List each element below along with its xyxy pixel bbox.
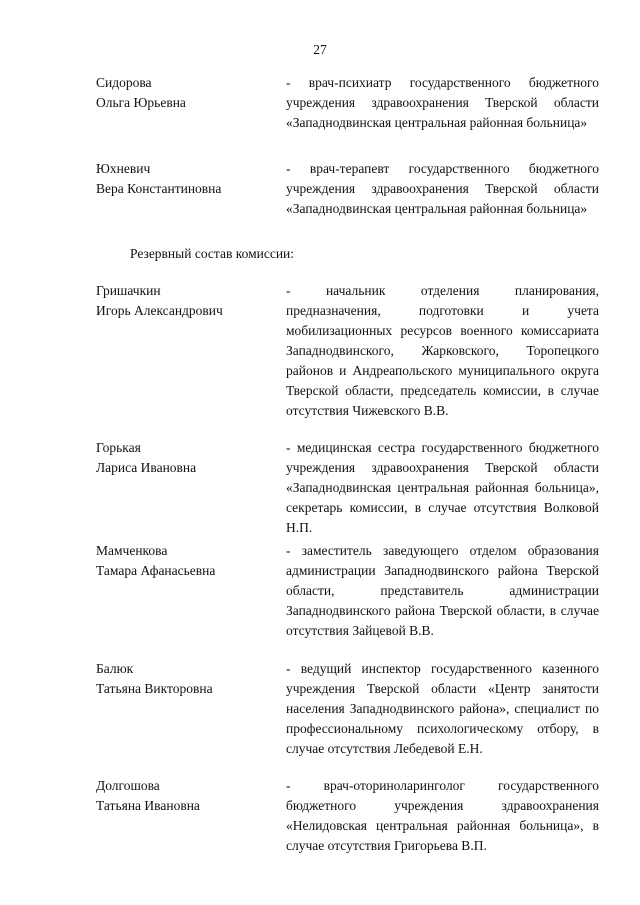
member-surname: Долгошова: [96, 778, 160, 793]
member-name: [96, 73, 276, 113]
member-given-names: Татьяна Ивановна: [96, 798, 200, 813]
reserve-heading: Резервный состав комиссии:: [130, 246, 295, 261]
member-name: [96, 776, 276, 816]
member-role: - ведущий инспектор государственного казенного учреждения Тверской области «Центр занятости населения Западнодвинского района», специалист по профессиональному психологическому отбору, в случае отсутствия Лебедевой Е.Н.: [286, 661, 599, 756]
member-given-names: Татьяна Викторовна: [96, 681, 213, 696]
member-name: [96, 659, 276, 699]
member-surname: Гришачкин: [96, 283, 161, 298]
member-surname: Балюк: [96, 661, 134, 676]
page-number: 27: [313, 42, 327, 57]
member-role: - медицинская сестра государственного бюджетного учреждения здравоохранения Тверской области «Западнодвинская центральная районная больница», секретарь комиссии, в случае отсутствия Волковой Н.П.: [286, 440, 599, 535]
member-name: [96, 159, 276, 199]
member-name: [96, 541, 276, 581]
member-surname: Горькая: [96, 440, 141, 455]
member-role: - врач-психиатр государственного бюджетного учреждения здравоохранения Тверской области «Западнодвинская центральная районная больница»: [286, 75, 599, 130]
member-surname: Юхневич: [96, 161, 151, 176]
member-given-names: Вера Константиновна: [96, 181, 222, 196]
member-role: - врач-оториноларинголог государственного бюджетного учреждения здравоохранения «Нелидовская центральная районная больница», в случае отсутствия Григорьева В.П.: [286, 778, 599, 853]
member-surname: Мамченкова: [96, 543, 168, 558]
member-role: - начальник отделения планирования, предназначения, подготовки и учета мобилизационных ресурсов военного комиссариата Западнодвинского, Жарковского, Торопецкого районов и Андреапольского муниципального округа Тверской области, председатель комиссии, в случае отсутствия Чижевского В.В.: [286, 283, 599, 418]
member-given-names: Лариса Ивановна: [96, 460, 197, 475]
member-name: [96, 281, 276, 321]
member-given-names: Игорь Александрович: [96, 303, 223, 318]
member-role: - заместитель заведующего отделом образования администрации Западнодвинского района Тверской области, представитель администрации Западнодвинского района Тверской области, в случае отсутствия Зайцевой В.В.: [286, 543, 599, 638]
member-given-names: Ольга Юрьевна: [96, 95, 186, 110]
member-surname: Сидорова: [96, 75, 152, 90]
member-role: - врач-терапевт государственного бюджетного учреждения здравоохранения Тверской области «Западнодвинская центральная районная больница»: [286, 161, 599, 216]
member-name: [96, 438, 276, 478]
member-given-names: Тамара Афанасьевна: [96, 563, 216, 578]
